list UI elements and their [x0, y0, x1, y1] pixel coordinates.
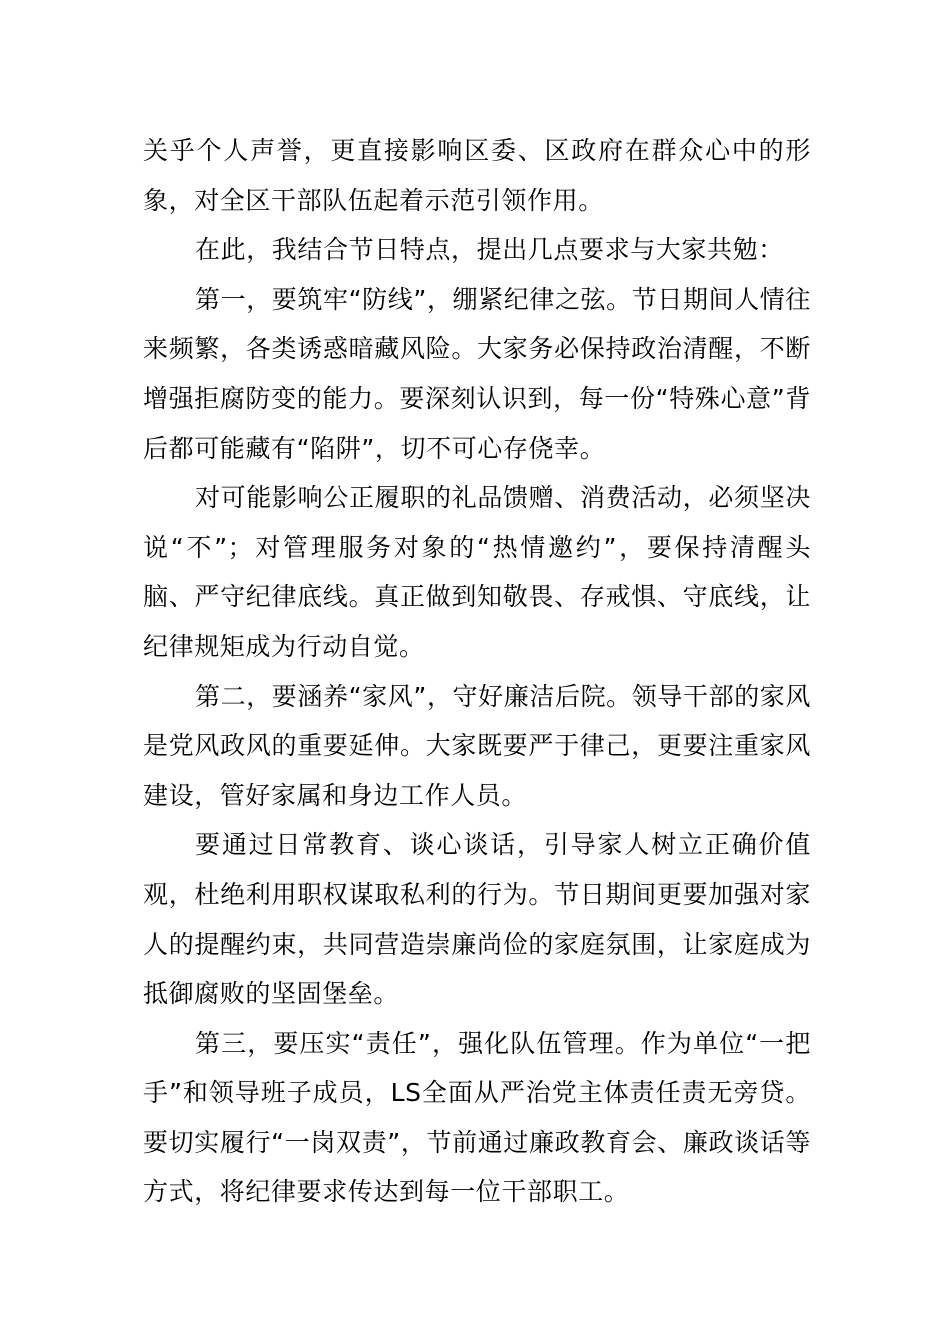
paragraph-intro: 在此，我结合节日特点，提出几点要求与大家共勉：: [195, 235, 784, 265]
paragraph-first-point-detail: 对可能影响公正履职的礼品馈赠、消费活动，必须坚决说“不”；对管理服务对象的“热情邀约”，要保持清醒头脑、严守纪律底线。真正做到知敬畏、存戒惧、守底线，让纪律规矩成为行动自觉。: [143, 483, 811, 661]
paragraph-continued: 关乎个人声誉，更直接影响区委、区政府在群众心中的形象，对全区干部队伍起着示范引领作用。: [143, 136, 811, 215]
paragraph-second-point: 第二，要涵养“家风”，守好廉洁后院。领导干部的家风是党风政风的重要延伸。大家既要严于律己，更要注重家风建设，管好家属和身边工作人员。: [143, 681, 811, 810]
document-body: [143, 126, 811, 1217]
paragraph-first-point: 第一，要筑牢“防线”，绷紧纪律之弦。节日期间人情往来频繁，各类诱惑暗藏风险。大家务必保持政治清醒，不断增强拒腐防变的能力。要深刻认识到，每一份“特殊心意”背后都可能藏有“陷阱”，切不可心存侥幸。: [143, 284, 811, 463]
paragraph-third-point: 第三，要压实“责任”，强化队伍管理。作为单位“一把手”和领导班子成员，LS全面从严治党主体责任责无旁贷。要切实履行“一岗双责”，节前通过廉政教育会、廉政谈话等方式，将纪律要求传达到每一位干部职工。: [143, 1028, 811, 1207]
paragraph-second-point-detail: 要通过日常教育、谈心谈话，引导家人树立正确价值观，杜绝利用职权谋取私利的行为。节日期间更要加强对家人的提醒约束，共同营造崇廉尚俭的家庭氛围，让家庭成为抵御腐败的坚固堡垒。: [143, 830, 811, 1009]
